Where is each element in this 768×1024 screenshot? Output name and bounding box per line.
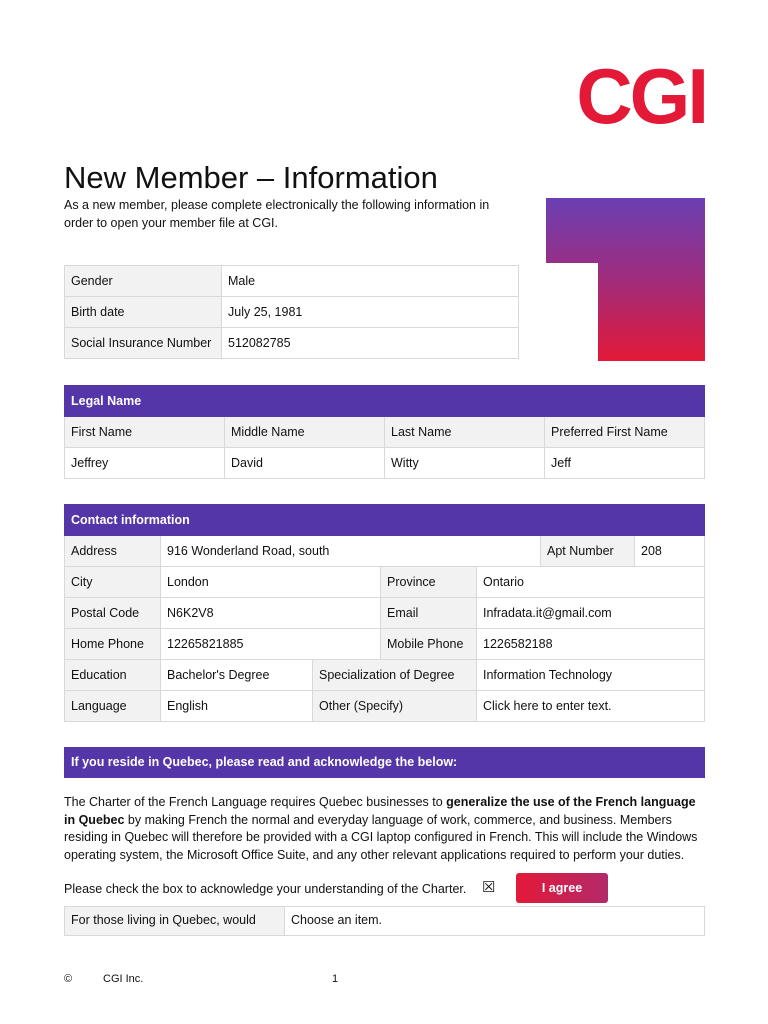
footer-copyright: © [64,973,73,985]
specialization-field[interactable]: Information Technology [477,660,705,691]
contact-info-table [64,504,705,722]
sin-field[interactable]: 512082785 [222,328,519,359]
table-row [65,660,705,691]
table-row [65,417,705,448]
sin-label: Social Insurance Number [65,328,222,359]
language-label: Language [65,691,161,722]
birth-date-field[interactable]: July 25, 1981 [222,297,519,328]
education-field[interactable]: Bachelor's Degree [161,660,313,691]
quebec-followup-dropdown[interactable]: Choose an item. [285,907,705,936]
legal-name-header: Legal Name [65,386,705,417]
last-name-field[interactable]: Witty [385,448,545,479]
first-name-field[interactable]: Jeffrey [65,448,225,479]
i-agree-button[interactable]: I agree [516,873,608,903]
home-phone-label: Home Phone [65,629,161,660]
city-label: City [65,567,161,598]
apt-number-field[interactable]: 208 [635,536,705,567]
mobile-phone-field[interactable]: 1226582188 [477,629,705,660]
last-name-label: Last Name [385,417,545,448]
address-field[interactable]: 916 Wonderland Road, south [161,536,541,567]
preferred-name-field[interactable]: Jeff [545,448,705,479]
postal-code-label: Postal Code [65,598,161,629]
table-row [65,266,519,297]
apt-number-label: Apt Number [541,536,635,567]
personal-info-table [64,265,519,359]
quebec-followup-label: For those living in Quebec, would [65,907,285,936]
education-label: Education [65,660,161,691]
table-row [65,567,705,598]
acknowledge-text: Please check the box to acknowledge your understanding of the Charter. [64,882,467,896]
page-title: New Member – Information [64,160,438,195]
table-row [65,328,519,359]
contact-info-header: Contact information [65,505,705,536]
charter-bold-text: generalize the use of the French language in Quebec [64,795,696,827]
preferred-name-label: Preferred First Name [545,417,705,448]
city-field[interactable]: London [161,567,381,598]
intro-text: As a new member, please complete electronically the following information in order to open your member file at CGI. [64,198,490,230]
table-row [65,629,705,660]
footer-page-number: 1 [332,973,339,985]
decorative-gradient-notch [546,263,598,361]
acknowledge-checkbox[interactable]: ☒ [482,879,496,896]
email-label: Email [381,598,477,629]
province-field[interactable]: Ontario [477,567,705,598]
legal-name-table [64,385,705,479]
gender-label: Gender [65,266,222,297]
table-row [65,448,705,479]
table-row [65,386,705,417]
table-row [65,907,705,936]
table-row [65,297,519,328]
postal-code-field[interactable]: N6K2V8 [161,598,381,629]
charter-intro-text: The Charter of the French Language requires Quebec businesses to [64,795,447,809]
other-specify-label: Other (Specify) [313,691,477,722]
first-name-label: First Name [65,417,225,448]
charter-paragraph [64,794,709,864]
table-row [65,598,705,629]
table-row [65,536,705,567]
gender-field[interactable]: Male [222,266,519,297]
middle-name-label: Middle Name [225,417,385,448]
table-row [65,505,705,536]
language-field[interactable]: English [161,691,313,722]
address-label: Address [65,536,161,567]
other-specify-field[interactable]: Click here to enter text. [477,691,705,722]
middle-name-field[interactable]: David [225,448,385,479]
email-field[interactable]: Infradata.it@gmail.com [477,598,705,629]
quebec-followup-table [64,906,705,936]
footer-company: CGI Inc. [103,973,144,985]
birth-date-label: Birth date [65,297,222,328]
cgi-logo: CGI [576,52,706,140]
table-row [65,691,705,722]
home-phone-field[interactable]: 12265821885 [161,629,381,660]
quebec-section-header: If you reside in Quebec, please read and acknowledge the below: [64,747,705,778]
mobile-phone-label: Mobile Phone [381,629,477,660]
specialization-label: Specialization of Degree [313,660,477,691]
charter-rest-text: by making French the normal and everyday language of work, commerce, and business. Members residing in Quebec will therefore be provided with a CGI laptop configured in French. This will include the Windows operating system, the Microsoft Office Suite, and any other relevant applications required to perform your duties. [64,812,698,862]
province-label: Province [381,567,477,598]
